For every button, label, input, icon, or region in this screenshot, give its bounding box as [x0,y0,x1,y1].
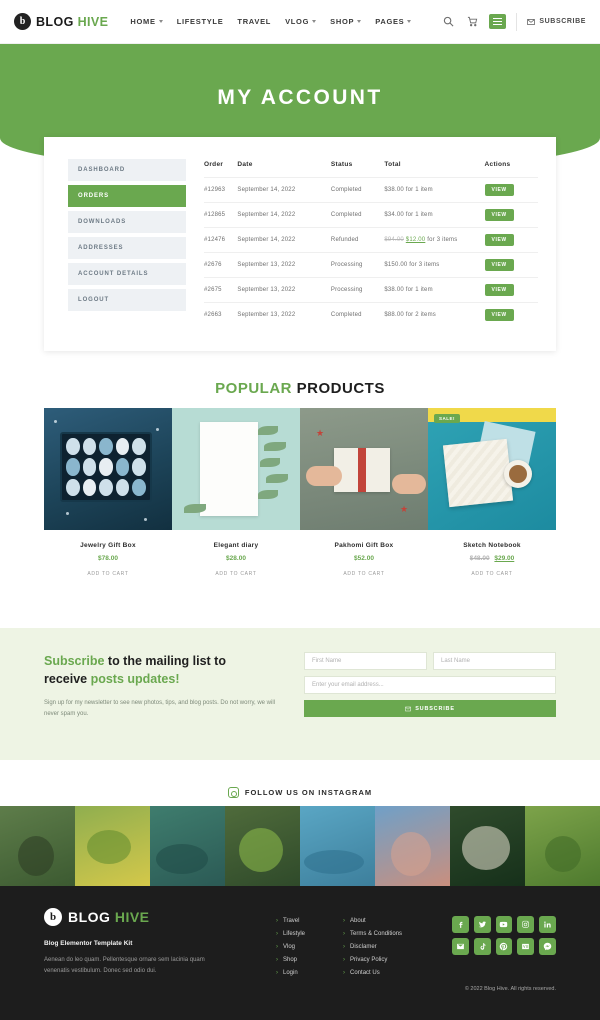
cell-order[interactable]: #2676 [204,253,237,278]
product-image[interactable] [44,408,172,530]
nav-item-shop[interactable] [330,17,361,26]
cell-actions [485,278,538,303]
add-to-cart-button[interactable]: ADD TO CART [215,571,257,577]
cell-actions [485,253,538,278]
view-button[interactable]: VIEW [485,184,514,196]
instagram-strip [0,806,600,886]
product-name: Elegant diary [213,542,259,549]
first-name-input[interactable]: First Name [304,652,427,670]
product-price [434,555,550,562]
footer-description: Aenean do leo quam. Pellentesque ornare sem lacinia quam venenatis vestibulum. Donec sed odio dui. [44,957,205,974]
chevron-right-icon: › [276,970,278,976]
header-divider [516,13,517,31]
footer-link-label: Vlog [283,944,296,950]
cell-order[interactable]: #2675 [204,278,237,303]
star-icon: ★ [400,504,409,514]
product-image[interactable] [300,408,428,530]
chevron-down-icon [407,20,411,23]
cell-total: $38.00 for 1 item [384,178,484,203]
chevron-right-icon: › [343,970,346,976]
logo-mark-icon: b [44,908,62,926]
footer-logo-accent: HIVE [114,909,150,925]
chevron-right-icon: › [343,918,346,924]
product-price: $28.00 [226,555,246,562]
star-icon: ★ [316,428,325,438]
logo-mark-icon: b [14,13,31,30]
popular-title-accent: POPULAR [215,380,292,397]
notebook-icon [443,439,513,507]
cell-status: Refunded [331,228,384,253]
product-name: Pakhomi Gift Box [334,542,394,549]
linkedin-icon[interactable] [539,916,556,933]
medium-icon[interactable] [517,938,534,955]
search-icon[interactable] [441,15,455,29]
table-row [204,203,538,228]
subscribe-heading-accent: Subscribe [44,654,105,668]
instagram-icon [228,787,239,798]
chevron-right-icon: › [343,944,346,950]
footer-link-privacy[interactable] [343,957,402,963]
add-to-cart-button[interactable]: ADD TO CART [343,571,385,577]
orders-panel [204,159,538,327]
footer-brand [44,908,254,977]
popular-products-title [0,380,600,397]
cell-status: Processing [331,253,384,278]
cell-order[interactable]: #12963 [204,178,237,203]
col-order: Order [204,161,224,168]
instagram-photo[interactable] [375,806,450,886]
main-nav [130,17,411,26]
sidebar-item-logout[interactable]: LOGOUT [68,289,186,311]
cell-date: September 14, 2022 [237,203,331,228]
total-suffix: for 3 items [427,237,458,243]
table-row [204,253,538,278]
site-logo[interactable] [14,13,108,30]
cell-status: Completed [331,303,384,328]
footer-logo-name: BLOG [68,909,111,925]
view-button[interactable]: VIEW [485,309,514,321]
table-row [204,228,538,253]
col-actions: Actions [484,161,511,168]
cell-date: September 13, 2022 [237,278,331,303]
footer-link-label: Travel [283,918,300,924]
footer-link-login[interactable] [276,970,305,976]
instagram-photo[interactable] [150,806,225,886]
product-grid [44,408,556,591]
footer-links [276,908,402,977]
nav-label: LIFESTYLE [176,17,224,26]
instagram-heading [0,787,600,798]
table-row [204,303,538,328]
add-to-cart-button[interactable]: ADD TO CART [471,571,513,577]
table-row [204,278,538,303]
view-button[interactable]: VIEW [485,259,514,271]
chevron-right-icon: › [343,931,346,937]
add-to-cart-button[interactable]: ADD TO CART [87,571,129,577]
facebook-icon[interactable] [452,916,469,933]
nav-item-pages[interactable] [375,17,411,26]
cell-total: $150.00 for 3 items [384,253,484,278]
pinterest-icon[interactable] [496,938,513,955]
product-card[interactable] [44,408,172,591]
email-input[interactable]: Enter your email address... [304,676,556,694]
sidebar-item-account-details[interactable]: ACCOUNT DETAILS [68,263,186,285]
footer-link-disclaimer[interactable] [343,944,402,950]
envelope-icon [405,706,411,712]
instagram-photo[interactable] [525,806,600,886]
footer-logo[interactable] [44,908,254,926]
new-price: $12.00 [405,237,426,243]
cell-status: Processing [331,278,384,303]
social-row-2 [452,938,556,955]
last-name-input[interactable]: Last Name [433,652,556,670]
cell-date: September 13, 2022 [237,303,331,328]
footer-link-contact[interactable] [343,970,402,976]
cell-order[interactable]: #2663 [204,303,237,328]
product-image[interactable] [172,408,300,530]
product-price: $52.00 [354,555,374,562]
chevron-down-icon [312,20,316,23]
sidebar-item-orders[interactable]: ORDERS [68,185,186,207]
chevron-right-icon: › [276,918,278,924]
page-title: MY ACCOUNT [217,86,383,109]
product-name: Sketch Notebook [463,542,521,549]
jewelry-gift-box-art [44,408,172,530]
account-card [44,137,556,351]
instagram-photo[interactable] [450,806,525,886]
subscribe-paragraph: Sign up for my newsletter to see new photos, tips, and blog posts. Do not worry, we will never spam you. [44,700,275,717]
table-header-row [204,161,538,178]
subscribe-submit-label: SUBSCRIBE [415,705,455,712]
footer-logo-text [68,909,150,925]
footer-social [452,908,556,977]
nav-label: TRAVEL [237,17,272,26]
envelope-icon [527,18,535,26]
product-price: $78.00 [98,555,118,562]
chevron-right-icon: › [276,944,278,950]
nav-item-vlog[interactable] [285,17,316,26]
header-subscribe-button[interactable] [527,18,586,26]
product-card[interactable] [172,408,300,591]
email-icon[interactable] [452,938,469,955]
nav-item-home[interactable] [130,17,162,26]
subscribe-heading-rest: to the mailing list to [104,654,226,668]
footer-link-label: About [350,918,366,924]
site-header [0,0,600,44]
site-footer [0,886,600,1020]
ribbon-icon [358,448,366,492]
footer-link-label: Shop [283,957,298,963]
cell-actions [485,203,538,228]
footer-link-lifestyle[interactable] [276,931,305,937]
subscribe-form [304,652,556,719]
paper-icon [200,422,258,516]
chevron-right-icon: › [276,957,278,963]
col-total: Total [384,161,401,168]
product-new-price: $29.00 [494,555,515,562]
elegant-diary-art [172,408,300,530]
logo-accent: HIVE [77,14,109,29]
sale-badge: SALE! [434,414,460,423]
product-body [172,530,300,591]
instagram-photo[interactable] [75,806,150,886]
footer-tagline: Blog Elementor Template Kit [44,940,133,947]
product-body [428,530,556,591]
sidebar-item-addresses[interactable]: ADDRESSES [68,237,186,259]
nav-label: HOME [130,17,156,26]
footer-link-vlog[interactable] [276,944,305,950]
footer-link-label: Privacy Policy [350,957,388,963]
subscribe-submit-button[interactable] [304,700,556,717]
chevron-right-icon: › [276,931,278,937]
cart-icon[interactable] [465,15,479,29]
header-subscribe-label: SUBSCRIBE [539,18,586,25]
sidebar-item-dashboard[interactable]: DASHBOARD [68,159,186,181]
footer-link-shop[interactable] [276,957,305,963]
footer-link-about[interactable] [343,918,402,924]
cell-total: $38.00 for 1 item [384,278,484,303]
product-body [300,530,428,591]
cell-status: Completed [331,178,384,203]
footer-link-terms[interactable] [343,931,402,937]
cell-order[interactable]: #12865 [204,203,237,228]
cell-date: September 13, 2022 [237,253,331,278]
logo-text [36,15,108,29]
product-name: Jewelry Gift Box [80,542,136,549]
cell-total: $34.00 for 1 item [384,203,484,228]
cell-total: $88.00 for 2 items [384,303,484,328]
footer-link-label: Lifestyle [283,931,306,937]
product-image[interactable] [428,408,556,530]
logo-name: BLOG [36,14,74,29]
chevron-down-icon [159,20,163,23]
view-button[interactable]: VIEW [485,234,514,246]
twitter-icon[interactable] [474,916,491,933]
instagram-heading-text: FOLLOW US ON INSTAGRAM [244,788,373,797]
sketch-notebook-art [428,408,556,530]
instagram-icon[interactable] [517,916,534,933]
coffee-cup-icon [504,460,532,488]
instagram-photo[interactable] [225,806,300,886]
product-body [44,530,172,591]
social-row-1 [452,916,556,933]
cell-order[interactable]: #12476 [204,228,237,253]
orders-table [204,161,538,327]
instagram-photo[interactable] [0,806,75,886]
product-card[interactable] [300,408,428,591]
footer-links-col-2 [343,918,402,977]
footer-link-label: Login [283,970,298,976]
product-card[interactable] [428,408,556,591]
tiktok-icon[interactable] [474,938,491,955]
nav-label: VLOG [285,17,310,26]
cell-date: September 14, 2022 [237,228,331,253]
view-button[interactable]: VIEW [485,284,514,296]
footer-link-label: Contact Us [350,970,380,976]
cell-date: September 14, 2022 [237,178,331,203]
cell-status: Completed [331,203,384,228]
popular-title-rest: PRODUCTS [296,380,385,397]
footer-link-label: Terms & Conditions [350,931,403,937]
nav-label: PAGES [375,17,405,26]
cell-total [384,228,484,253]
view-button[interactable]: VIEW [485,209,514,221]
footer-link-travel[interactable] [276,918,305,924]
header-actions [441,13,586,31]
col-status: Status [330,161,353,168]
old-price: $94.00 [384,237,404,243]
subscribe-section [0,628,600,760]
cell-actions [485,178,538,203]
youtube-icon[interactable] [496,916,513,933]
footer-links-col-1 [276,918,305,977]
subscribe-heading [44,652,284,688]
cell-actions [485,303,538,328]
subscribe-copy [44,652,284,719]
menu-icon[interactable] [489,14,506,29]
chevron-right-icon: › [343,957,346,963]
nav-item-lifestyle[interactable] [177,17,224,26]
subscribe-heading-4: posts updates! [90,672,180,687]
nav-label: SHOP [330,17,355,26]
subscribe-heading-3: receive [44,672,91,687]
sidebar-item-downloads[interactable]: DOWNLOADS [68,211,186,233]
account-tabs [68,159,186,327]
copyright-text: © 2022 Blog Hive. All rights reserved. [464,986,556,992]
messenger-icon[interactable] [539,938,556,955]
nav-item-travel[interactable] [237,17,271,26]
col-date: Date [237,161,253,168]
pakhomi-gift-box-art [300,408,428,530]
cell-actions [485,228,538,253]
table-row [204,178,538,203]
chevron-down-icon [357,20,361,23]
tray-icon [60,432,152,502]
instagram-photo[interactable] [300,806,375,886]
product-old-price: $48.00 [469,555,490,562]
footer-link-label: Disclamer [350,944,377,950]
